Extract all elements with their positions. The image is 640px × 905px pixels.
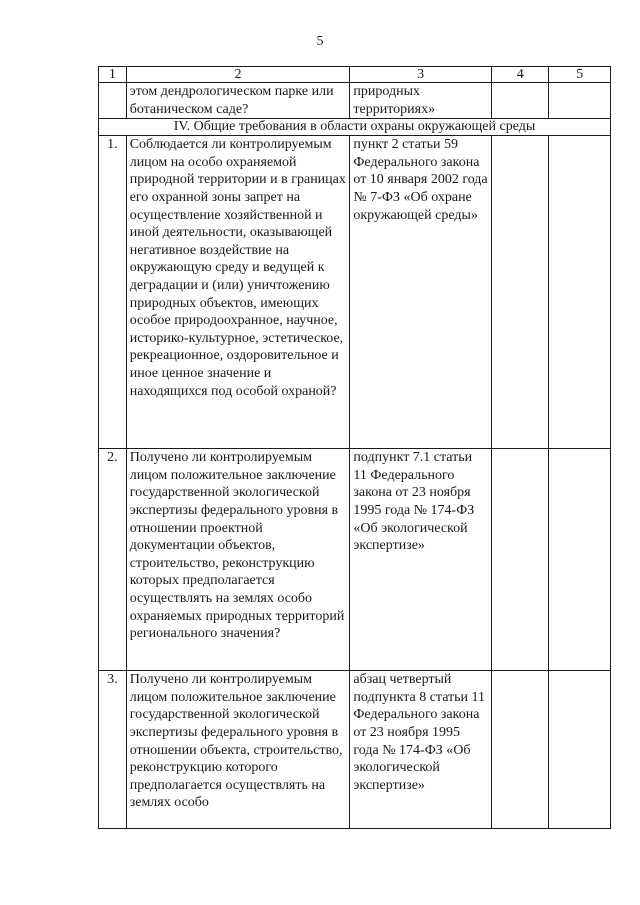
row-question: Получено ли контролируемым лицом положительное заключение государственной экологической экспертизы федерального уровня в отношении проектной документации объектов, строительство, реконструкцию которых предполагается осуществлять на землях особо охраняемых природных территорий регионального значения?	[126, 449, 350, 671]
table-row	[99, 136, 611, 449]
row-question: Соблюдается ли контролируемым лицом на особо охраняемой природной территории и в границах его охранной зоны запрет на осуществление хозяйственной и иной деятельности, оказывающей негативное воздействие на окружающую среду и ведущей к деградации и (или) уничтожению природных объектов, имеющих особое природоохранное, научное, историко-культурное, эстетическое, рекреационное, оздоровительное и иное ценное значение и находящихся под особой охраной?	[126, 136, 350, 449]
table-row	[99, 671, 611, 829]
row-number: 1.	[99, 136, 127, 449]
continuation-reference: природных территориях»	[350, 83, 492, 119]
header-col-3: 3	[350, 67, 492, 83]
header-col-5: 5	[549, 67, 611, 83]
section-title: IV. Общие требования в области охраны окружающей среды	[99, 119, 611, 136]
table-row	[99, 449, 611, 671]
section-row	[99, 119, 611, 136]
row-question: Получено ли контролируемым лицом положительное заключение государственной экологической экспертизы федерального уровня в отношении объекта, строительство, реконструкцию которого предполагается осуществлять на землях особо	[126, 671, 350, 829]
header-row	[99, 67, 611, 83]
row-col4	[491, 136, 548, 449]
row-reference: подпункт 7.1 статьи 11 Федерального закона от 23 ноября 1995 года № 174-ФЗ «Об экологической экспертизе»	[350, 449, 492, 671]
header-col-1: 1	[99, 67, 127, 83]
row-col5	[549, 671, 611, 829]
header-col-2: 2	[126, 67, 350, 83]
row-col5	[549, 449, 611, 671]
row-col4	[491, 671, 548, 829]
row-col4	[491, 449, 548, 671]
continuation-num	[99, 83, 127, 119]
row-reference: пункт 2 статьи 59 Федерального закона от 10 января 2002 года № 7-ФЗ «Об охране окружающей среды»	[350, 136, 492, 449]
continuation-col4	[491, 83, 548, 119]
row-col5	[549, 136, 611, 449]
row-number: 3.	[99, 671, 127, 829]
continuation-row	[99, 83, 611, 119]
continuation-question: этом дендрологическом парке или ботаническом саде?	[126, 83, 350, 119]
row-number: 2.	[99, 449, 127, 671]
page-number: 5	[316, 34, 324, 49]
continuation-col5	[549, 83, 611, 119]
header-col-4: 4	[491, 67, 548, 83]
requirements-table	[98, 66, 611, 829]
row-reference: абзац четвертый подпункта 8 статьи 11 Федерального закона от 23 ноября 1995 года № 174-ФЗ «Об экологической экспертизе»	[350, 671, 492, 829]
